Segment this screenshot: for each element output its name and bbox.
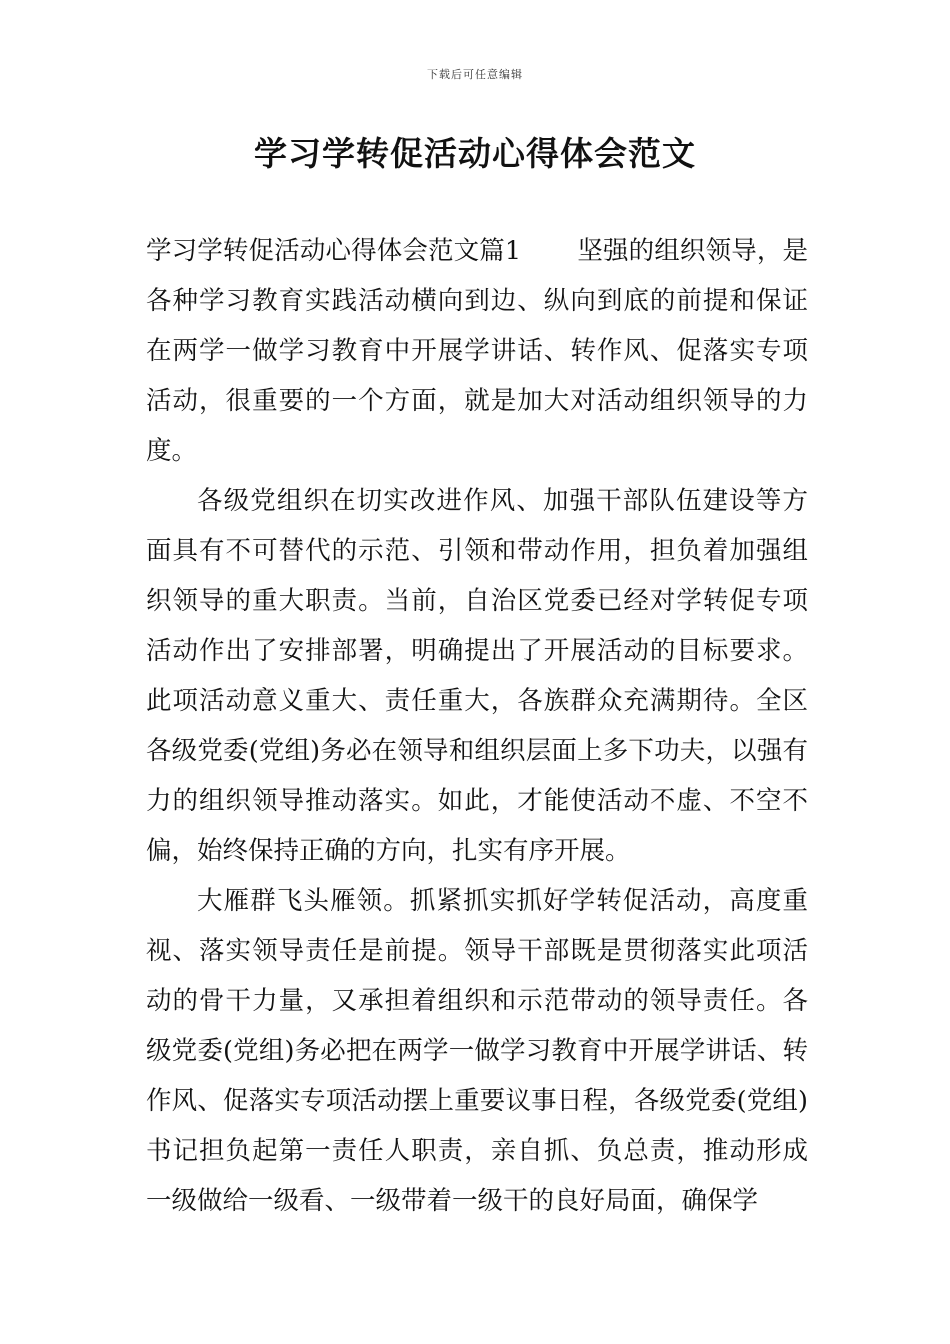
paragraph-2: 各级党组织在切实改进作风、加强干部队伍建设等方面具有不可替代的示范、引领和带动作用，担负着加强组织领导的重大职责。当前，自治区党委已经对学转促专项活动作出了安排部署，明确提出了开展活动的目标要求。此项活动意义重大、责任重大，各族群众充满期待。全区各级党委(党组)务必在领导和组织层面上多下功夫，以强有力的组织领导推动落实。如此，才能使活动不虚、不空不偏，始终保持正确的方向，扎实有序开展。 <box>146 486 808 866</box>
paragraph-1 <box>146 226 808 476</box>
paragraph-3: 大雁群飞头雁领。抓紧抓实抓好学转促活动，高度重视、落实领导责任是前提。领导干部既是贯彻落实此项活动的骨干力量，又承担着组织和示范带动的领导责任。各级党委(党组)务必把在两学一做学习教育中开展学讲话、转作风、促落实专项活动摆上重要议事日程，各级党委(党组)书记担负起第一责任人职责，亲自抓、负总责，推动形成一级做给一级看、一级带着一级干的良好局面，确保学 <box>146 886 808 1216</box>
paragraph-label: 学习学转促活动心得体会范文篇1 <box>146 236 522 266</box>
header-note: 下载后可任意编辑 <box>427 68 523 81</box>
document-body <box>146 226 808 1226</box>
document-title: 学习学转促活动心得体会范文 <box>254 134 696 173</box>
paragraph-text: 坚强的组织领导，是各种学习教育实践活动横向到边、纵向到底的前提和保证在两学一做学习教育中开展学讲话、转作风、促落实专项活动，很重要的一个方面，就是加大对活动组织领导的力度。 <box>146 236 808 466</box>
